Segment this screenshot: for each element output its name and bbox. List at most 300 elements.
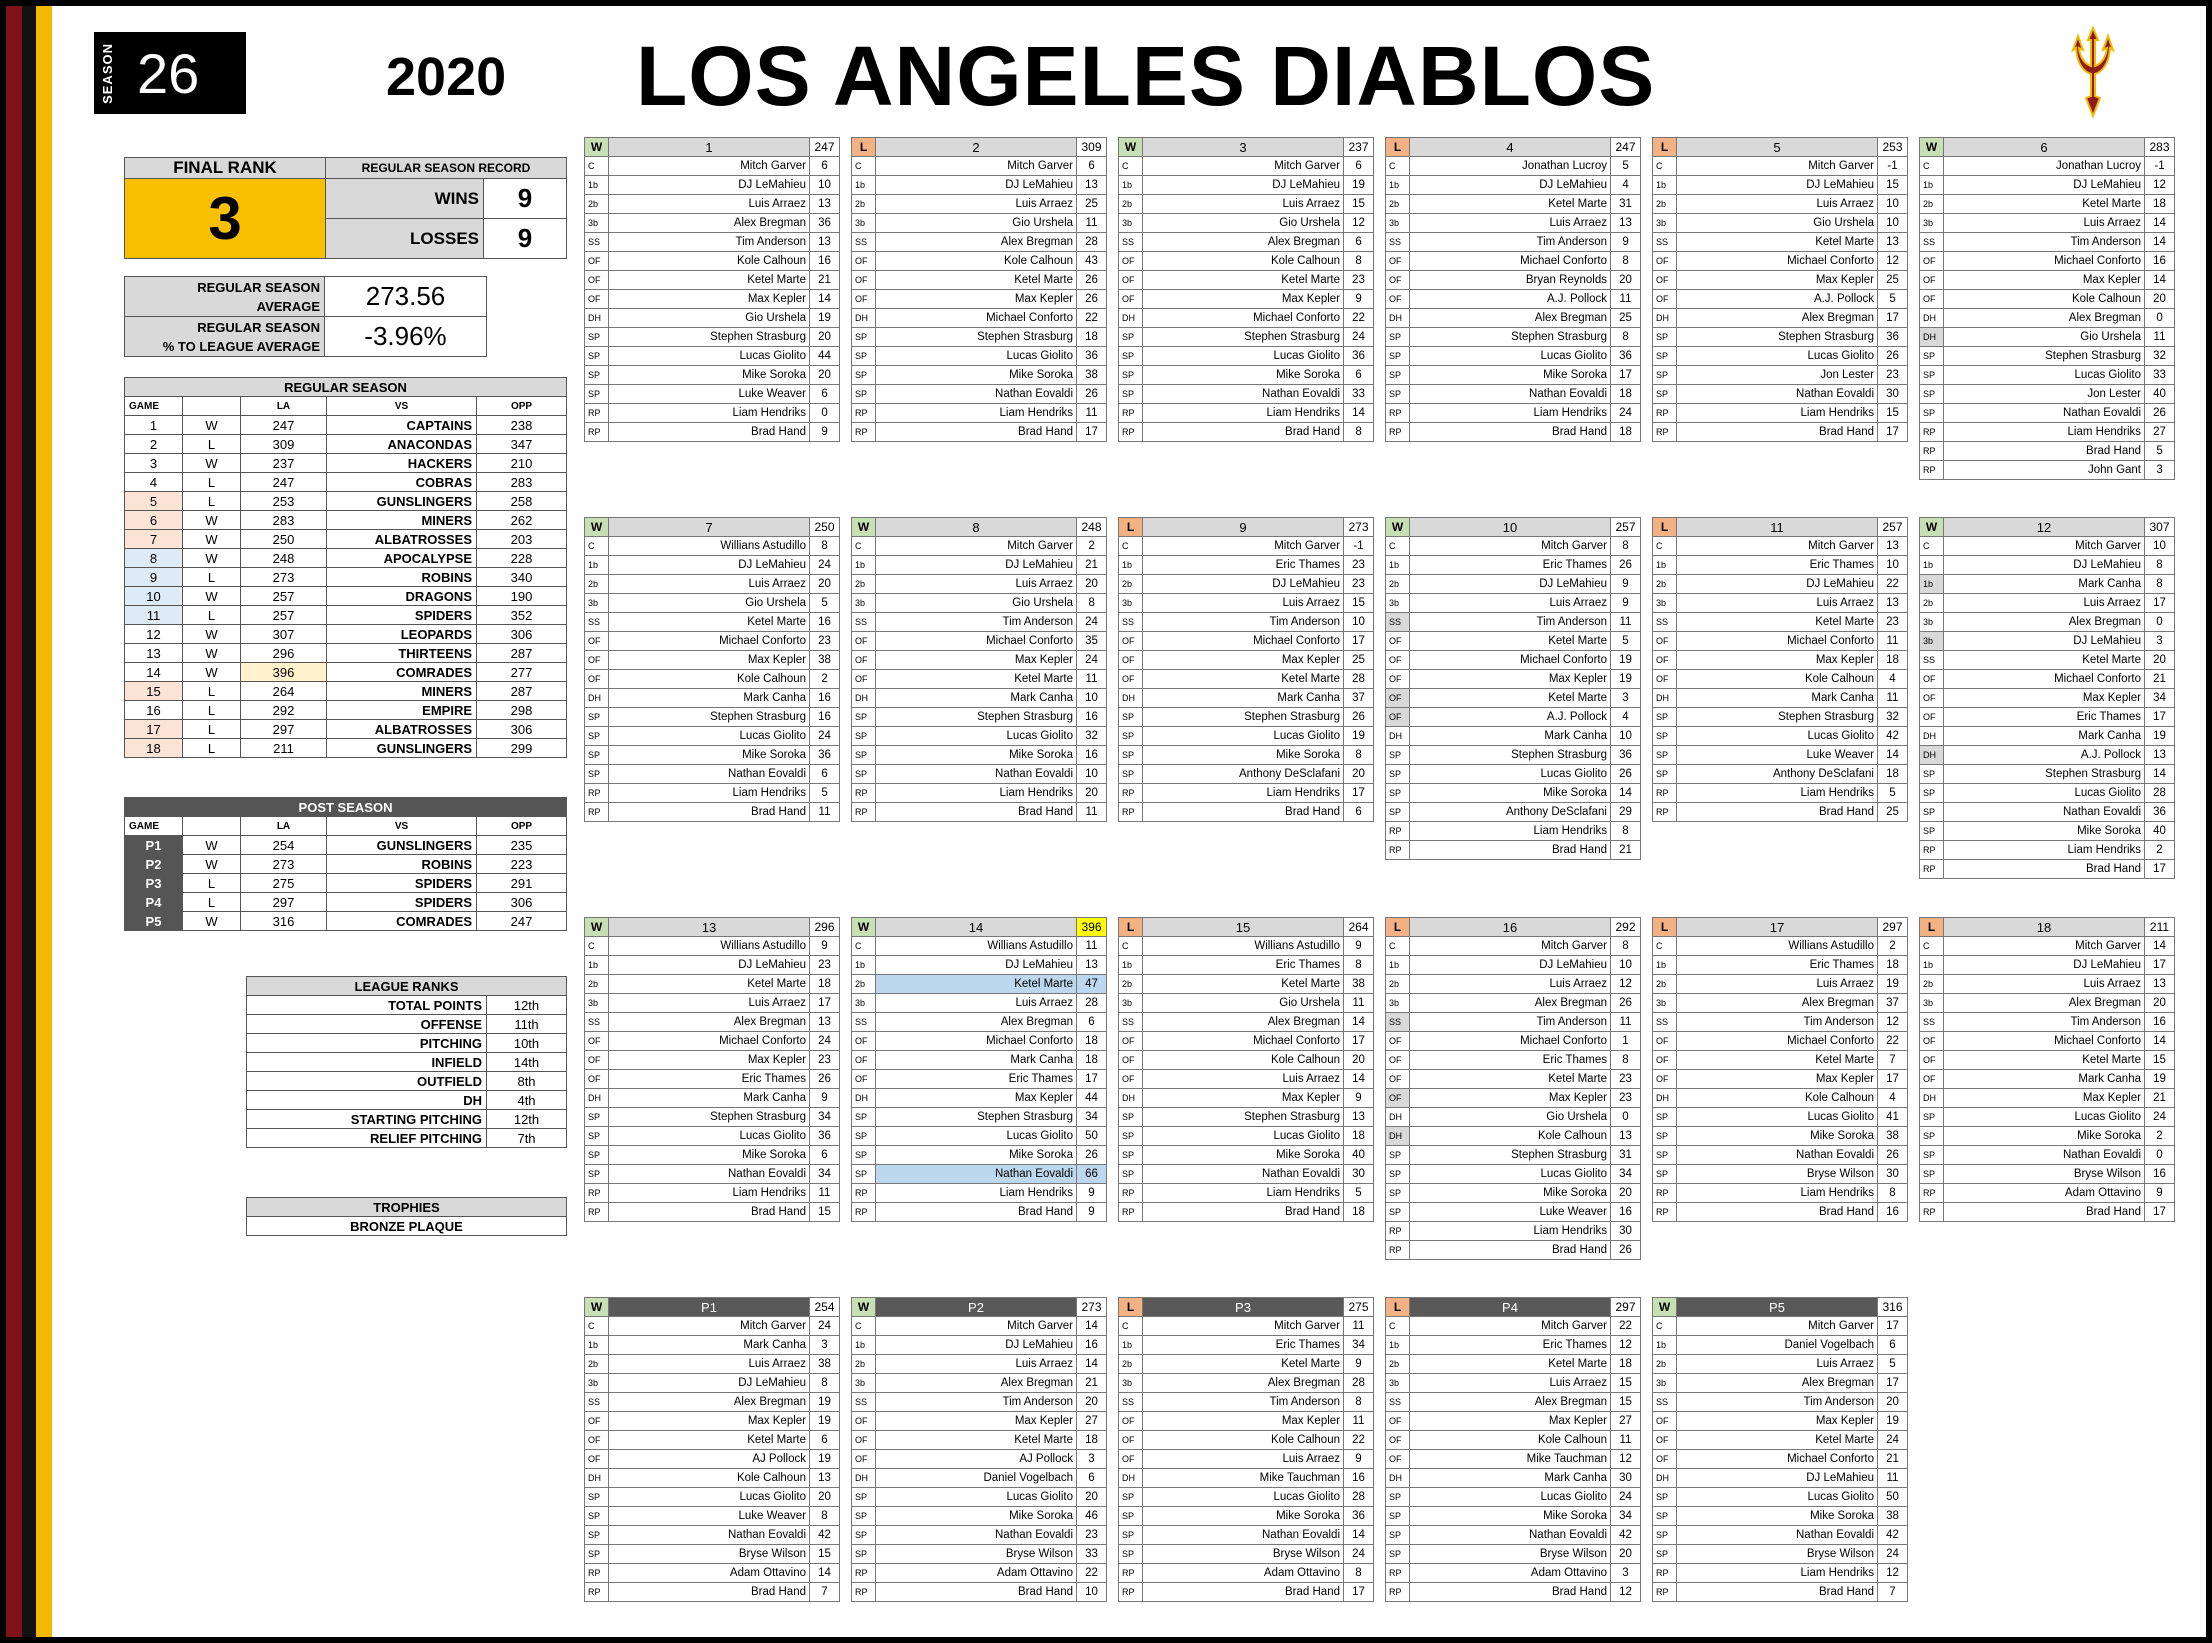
- player-row: [1920, 956, 2175, 975]
- player-points: 21: [810, 271, 840, 290]
- player-position: RP: [585, 1583, 609, 1602]
- player-points: 34: [810, 1165, 840, 1184]
- player-points: 34: [1611, 1165, 1641, 1184]
- player-name: Lucas Giolito: [1143, 347, 1344, 366]
- player-position: SP: [1920, 385, 1944, 404]
- player-row: [1920, 404, 2175, 423]
- player-position: DH: [1386, 727, 1410, 746]
- player-position: SS: [1119, 233, 1143, 252]
- player-points: 26: [1878, 1146, 1908, 1165]
- game-number: 5: [125, 492, 183, 511]
- opponent-score: 210: [477, 454, 567, 473]
- game-score: 247: [1611, 138, 1641, 157]
- player-row: [1119, 803, 1374, 822]
- player-points: 21: [2145, 1089, 2175, 1108]
- player-row: [1119, 1317, 1374, 1336]
- player-points: 3: [2145, 632, 2175, 651]
- player-points: 38: [1878, 1507, 1908, 1526]
- game-score: 283: [2145, 138, 2175, 157]
- player-row: [1653, 404, 1908, 423]
- player-name: Gio Urshela: [1410, 1108, 1611, 1127]
- player-name: Mark Canha: [609, 1336, 810, 1355]
- player-position: RP: [1386, 423, 1410, 442]
- player-name: Stephen Strasburg: [1944, 765, 2145, 784]
- opponent-score: 352: [477, 606, 567, 625]
- regular-season-row: [125, 720, 567, 739]
- player-name: Mike Soroka: [1677, 1127, 1878, 1146]
- player-points: 18: [1611, 385, 1641, 404]
- player-row: [1386, 347, 1641, 366]
- player-row: [1653, 309, 1908, 328]
- player-position: OF: [1386, 1032, 1410, 1051]
- player-name: Ketel Marte: [1143, 670, 1344, 689]
- player-name: Bryse Wilson: [1677, 1545, 1878, 1564]
- game-number: 9: [1143, 518, 1344, 537]
- player-name: Brad Hand: [876, 803, 1077, 822]
- player-points: 12: [2145, 176, 2175, 195]
- player-name: Ketel Marte: [1410, 1355, 1611, 1374]
- player-name: Kole Calhoun: [1677, 1089, 1878, 1108]
- player-position: SS: [852, 1393, 876, 1412]
- player-position: OF: [852, 1070, 876, 1089]
- player-points: 17: [1344, 1583, 1374, 1602]
- player-name: Eric Thames: [1677, 956, 1878, 975]
- league-rank-row: [247, 1110, 567, 1129]
- player-name: Mitch Garver: [1143, 157, 1344, 176]
- post-col-header-result: [183, 817, 241, 836]
- player-position: SP: [1920, 366, 1944, 385]
- player-row: [1386, 1127, 1641, 1146]
- player-position: OF: [1920, 252, 1944, 271]
- player-row: [585, 195, 840, 214]
- player-row: [585, 1526, 840, 1545]
- player-row: [852, 784, 1107, 803]
- player-points: 20: [2145, 994, 2175, 1013]
- player-name: Mitch Garver: [1677, 157, 1878, 176]
- player-position: SP: [1386, 1545, 1410, 1564]
- player-points: 3: [1611, 1564, 1641, 1583]
- game-result: L: [1119, 518, 1143, 537]
- player-name: Liam Hendriks: [1143, 1184, 1344, 1203]
- regular-season-row: [125, 416, 567, 435]
- player-row: [585, 1032, 840, 1051]
- player-name: Alex Bregman: [1677, 994, 1878, 1013]
- player-row: [1653, 195, 1908, 214]
- player-name: Eric Thames: [876, 1070, 1077, 1089]
- player-row: [585, 1146, 840, 1165]
- player-points: 14: [1344, 404, 1374, 423]
- player-points: 19: [2145, 1070, 2175, 1089]
- player-position: SP: [1119, 1488, 1143, 1507]
- player-points: 9: [1611, 575, 1641, 594]
- player-position: SP: [852, 1545, 876, 1564]
- player-name: Jonathan Lucroy: [1410, 157, 1611, 176]
- player-row: [852, 252, 1107, 271]
- player-name: Eric Thames: [1143, 556, 1344, 575]
- player-name: A.J. Pollock: [1410, 290, 1611, 309]
- player-points: 24: [1611, 404, 1641, 423]
- player-position: 3b: [1386, 994, 1410, 1013]
- player-points: 6: [810, 765, 840, 784]
- player-name: Ketel Marte: [876, 670, 1077, 689]
- regular-season-row: [125, 739, 567, 758]
- player-position: OF: [852, 651, 876, 670]
- player-name: Adam Ottavino: [876, 1564, 1077, 1583]
- player-points: 24: [1878, 1431, 1908, 1450]
- rank-category: STARTING PITCHING: [247, 1110, 487, 1129]
- player-row: [585, 252, 840, 271]
- player-points: 20: [1077, 1393, 1107, 1412]
- player-row: [1920, 195, 2175, 214]
- player-name: Mike Soroka: [1143, 1146, 1344, 1165]
- player-name: Ketel Marte: [876, 975, 1077, 994]
- player-points: 18: [1878, 651, 1908, 670]
- player-position: 2b: [1119, 575, 1143, 594]
- player-row: [852, 328, 1107, 347]
- game-box-p1: [584, 1297, 840, 1602]
- player-points: 25: [1611, 309, 1641, 328]
- player-row: [1386, 176, 1641, 195]
- game-result: W: [183, 511, 241, 530]
- player-name: Lucas Giolito: [1677, 347, 1878, 366]
- player-row: [1386, 1507, 1641, 1526]
- player-position: C: [585, 1317, 609, 1336]
- player-name: Michael Conforto: [1677, 1450, 1878, 1469]
- player-row: [1386, 1583, 1641, 1602]
- player-row: [852, 727, 1107, 746]
- opponent-name: ROBINS: [327, 568, 477, 587]
- player-points: 0: [2145, 613, 2175, 632]
- player-name: Brad Hand: [609, 1203, 810, 1222]
- col-header-game: GAME: [125, 397, 183, 416]
- player-position: SP: [1119, 347, 1143, 366]
- rank-value: 14th: [487, 1053, 567, 1072]
- player-position: DH: [1920, 328, 1944, 347]
- player-row: [1119, 765, 1374, 784]
- player-name: Luis Arraez: [1677, 975, 1878, 994]
- player-position: RP: [1386, 1241, 1410, 1260]
- player-row: [1386, 233, 1641, 252]
- player-name: Luis Arraez: [609, 195, 810, 214]
- player-name: Mike Tauchman: [1410, 1450, 1611, 1469]
- player-row: [852, 537, 1107, 556]
- player-points: 18: [1611, 1355, 1641, 1374]
- opponent-name: DRAGONS: [327, 587, 477, 606]
- player-position: SP: [1386, 1165, 1410, 1184]
- game-number: 13: [125, 644, 183, 663]
- game-number: 13: [609, 918, 810, 937]
- player-points: 36: [2145, 803, 2175, 822]
- player-position: 2b: [1119, 975, 1143, 994]
- player-name: Lucas Giolito: [876, 1127, 1077, 1146]
- player-position: SS: [1386, 1013, 1410, 1032]
- player-row: [1386, 1526, 1641, 1545]
- player-row: [1119, 328, 1374, 347]
- player-name: DJ LeMahieu: [1410, 575, 1611, 594]
- game-header-row: [852, 918, 1107, 937]
- player-points: -1: [1344, 537, 1374, 556]
- player-position: SP: [852, 1146, 876, 1165]
- player-position: 2b: [852, 975, 876, 994]
- player-position: SP: [1920, 822, 1944, 841]
- player-position: SP: [585, 347, 609, 366]
- player-points: 19: [2145, 727, 2175, 746]
- player-row: [852, 975, 1107, 994]
- player-name: Mark Canha: [1944, 1070, 2145, 1089]
- player-name: Luis Arraez: [1677, 195, 1878, 214]
- player-row: [1386, 1165, 1641, 1184]
- player-points: 4: [1611, 708, 1641, 727]
- player-row: [1653, 975, 1908, 994]
- player-name: Mike Soroka: [609, 1146, 810, 1165]
- player-row: [852, 1203, 1107, 1222]
- game-box-7: [584, 517, 840, 822]
- player-points: 22: [1344, 309, 1374, 328]
- player-name: Liam Hendriks: [876, 404, 1077, 423]
- player-row: [1119, 956, 1374, 975]
- player-name: Brad Hand: [1410, 1241, 1611, 1260]
- player-name: Bryse Wilson: [1944, 1165, 2145, 1184]
- player-row: [585, 651, 840, 670]
- player-points: 42: [810, 1526, 840, 1545]
- player-name: Kole Calhoun: [876, 252, 1077, 271]
- player-points: 5: [1878, 784, 1908, 803]
- game-number: P1: [125, 836, 183, 855]
- player-name: Luis Arraez: [876, 1355, 1077, 1374]
- game-result: W: [183, 587, 241, 606]
- player-name: DJ LeMahieu: [609, 176, 810, 195]
- player-points: 36: [810, 1127, 840, 1146]
- player-points: 21: [1611, 841, 1641, 860]
- la-score: 248: [241, 549, 327, 568]
- player-row: [852, 1070, 1107, 1089]
- player-points: 34: [1611, 1507, 1641, 1526]
- player-row: [585, 1317, 840, 1336]
- player-points: 17: [1344, 784, 1374, 803]
- game-number: 4: [1410, 138, 1611, 157]
- player-position: 1b: [1386, 1336, 1410, 1355]
- player-position: SP: [1653, 347, 1677, 366]
- player-points: 12: [1611, 1336, 1641, 1355]
- la-score: 297: [241, 893, 327, 912]
- player-name: Michael Conforto: [1410, 651, 1611, 670]
- game-number: 7: [125, 530, 183, 549]
- game-number: 14: [876, 918, 1077, 937]
- player-points: 8: [810, 1374, 840, 1393]
- player-row: [1119, 404, 1374, 423]
- player-position: 3b: [852, 214, 876, 233]
- player-points: 15: [1611, 1374, 1641, 1393]
- player-points: 26: [1878, 347, 1908, 366]
- player-row: [585, 594, 840, 613]
- player-row: [1653, 1203, 1908, 1222]
- player-position: 3b: [852, 994, 876, 1013]
- game-box-10: [1385, 517, 1641, 860]
- player-row: [1119, 727, 1374, 746]
- regular-season-row: [125, 682, 567, 701]
- player-position: OF: [585, 290, 609, 309]
- player-position: C: [852, 537, 876, 556]
- player-points: 23: [1344, 556, 1374, 575]
- player-row: [1920, 1146, 2175, 1165]
- opponent-score: 306: [477, 625, 567, 644]
- player-row: [585, 575, 840, 594]
- player-position: SS: [1653, 1013, 1677, 1032]
- player-position: SS: [1119, 613, 1143, 632]
- player-name: Mitch Garver: [1410, 937, 1611, 956]
- player-row: [1386, 1070, 1641, 1089]
- player-row: [1653, 347, 1908, 366]
- player-position: 1b: [852, 556, 876, 575]
- player-position: DH: [852, 309, 876, 328]
- game-number: 17: [1677, 918, 1878, 937]
- player-position: RP: [1119, 1203, 1143, 1222]
- player-points: 9: [1344, 1450, 1374, 1469]
- player-points: 15: [810, 1203, 840, 1222]
- player-position: C: [1653, 537, 1677, 556]
- player-position: OF: [1920, 290, 1944, 309]
- player-points: 31: [1611, 195, 1641, 214]
- player-row: [1386, 651, 1641, 670]
- player-points: 21: [2145, 670, 2175, 689]
- player-name: Mike Soroka: [876, 1146, 1077, 1165]
- player-position: SP: [1653, 385, 1677, 404]
- player-row: [1119, 613, 1374, 632]
- player-points: 27: [2145, 423, 2175, 442]
- opponent-name: CAPTAINS: [327, 416, 477, 435]
- player-row: [1653, 1032, 1908, 1051]
- player-name: Luis Arraez: [609, 1355, 810, 1374]
- player-position: SP: [1386, 328, 1410, 347]
- player-name: Luis Arraez: [1143, 594, 1344, 613]
- player-name: Luis Arraez: [609, 575, 810, 594]
- player-points: 23: [1077, 1526, 1107, 1545]
- player-points: 11: [1077, 937, 1107, 956]
- player-position: DH: [1653, 689, 1677, 708]
- game-number: 5: [1677, 138, 1878, 157]
- player-name: Mitch Garver: [876, 537, 1077, 556]
- player-position: 2b: [585, 1355, 609, 1374]
- player-position: DH: [585, 1089, 609, 1108]
- player-name: Mike Soroka: [1410, 1507, 1611, 1526]
- player-row: [585, 1488, 840, 1507]
- player-points: 28: [1077, 233, 1107, 252]
- game-header-row: [852, 518, 1107, 537]
- player-row: [1920, 176, 2175, 195]
- player-position: SS: [585, 1013, 609, 1032]
- game-number: 10: [1410, 518, 1611, 537]
- player-name: Lucas Giolito: [1944, 366, 2145, 385]
- player-row: [1653, 1355, 1908, 1374]
- player-points: 32: [1878, 708, 1908, 727]
- league-rank-row: [247, 996, 567, 1015]
- player-row: [1119, 1070, 1374, 1089]
- player-position: OF: [852, 1412, 876, 1431]
- player-position: OF: [1386, 1431, 1410, 1450]
- player-points: 28: [1077, 994, 1107, 1013]
- player-row: [1119, 689, 1374, 708]
- player-row: [1119, 423, 1374, 442]
- rank-category: OUTFIELD: [247, 1072, 487, 1091]
- player-row: [852, 746, 1107, 765]
- player-row: [1386, 708, 1641, 727]
- player-points: 14: [1611, 784, 1641, 803]
- game-result: W: [852, 518, 876, 537]
- player-position: OF: [585, 271, 609, 290]
- game-box-18: [1919, 917, 2175, 1222]
- player-row: [852, 290, 1107, 309]
- player-position: RP: [1653, 404, 1677, 423]
- player-name: Luis Arraez: [609, 994, 810, 1013]
- player-position: OF: [585, 632, 609, 651]
- player-position: OF: [585, 1412, 609, 1431]
- player-position: SP: [1653, 1127, 1677, 1146]
- player-row: [1386, 1431, 1641, 1450]
- player-row: [852, 1146, 1107, 1165]
- la-score: 275: [241, 874, 327, 893]
- player-row: [1653, 784, 1908, 803]
- player-row: [1119, 1431, 1374, 1450]
- trophy-item: BRONZE PLAQUE: [247, 1217, 567, 1236]
- player-name: Mark Canha: [1410, 1469, 1611, 1488]
- player-row: [1386, 556, 1641, 575]
- player-position: SS: [1920, 233, 1944, 252]
- player-row: [1920, 1184, 2175, 1203]
- player-points: 8: [1611, 937, 1641, 956]
- player-position: 1b: [585, 556, 609, 575]
- player-position: OF: [1920, 271, 1944, 290]
- player-points: 21: [1077, 1374, 1107, 1393]
- player-row: [1653, 937, 1908, 956]
- player-row: [852, 765, 1107, 784]
- player-name: Liam Hendriks: [876, 784, 1077, 803]
- player-position: 1b: [585, 1336, 609, 1355]
- player-name: Ketel Marte: [1677, 1051, 1878, 1070]
- la-score: 309: [241, 435, 327, 454]
- game-number: 11: [1677, 518, 1878, 537]
- regular-season-row: [125, 606, 567, 625]
- player-name: Lucas Giolito: [876, 1488, 1077, 1507]
- player-row: [1920, 670, 2175, 689]
- player-position: RP: [1920, 841, 1944, 860]
- col-header-vs: VS: [327, 397, 477, 416]
- player-position: DH: [1386, 1469, 1410, 1488]
- player-row: [1920, 442, 2175, 461]
- game-result: W: [183, 663, 241, 682]
- game-number: 16: [1410, 918, 1611, 937]
- rank-value: 4th: [487, 1091, 567, 1110]
- player-position: OF: [1920, 1032, 1944, 1051]
- player-points: 2: [810, 670, 840, 689]
- player-points: 16: [1344, 1469, 1374, 1488]
- player-points: 14: [2145, 1032, 2175, 1051]
- player-points: 24: [1344, 1545, 1374, 1564]
- player-name: Liam Hendriks: [1677, 784, 1878, 803]
- player-points: 16: [810, 689, 840, 708]
- player-name: Mark Canha: [876, 1051, 1077, 1070]
- player-points: 18: [1611, 423, 1641, 442]
- player-row: [852, 1108, 1107, 1127]
- player-points: 16: [2145, 1013, 2175, 1032]
- player-points: 2: [1878, 937, 1908, 956]
- player-row: [1386, 994, 1641, 1013]
- player-row: [1119, 1488, 1374, 1507]
- player-row: [1386, 689, 1641, 708]
- opponent-score: 262: [477, 511, 567, 530]
- player-points: 11: [1077, 670, 1107, 689]
- player-points: 41: [1878, 1108, 1908, 1127]
- game-score: 237: [1344, 138, 1374, 157]
